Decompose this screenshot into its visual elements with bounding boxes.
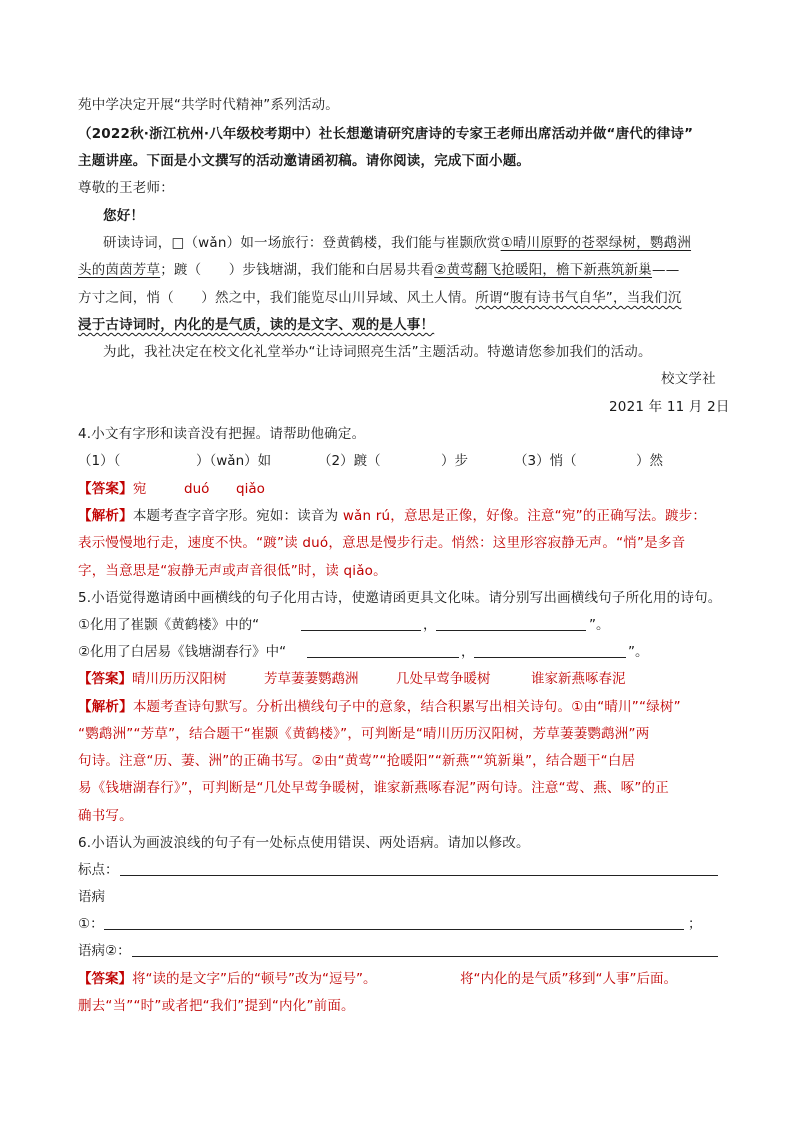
q4-analysis-line-2 <box>78 533 685 553</box>
q5-analysis-line-4: 易《钱塘湖春行》”，可判断是“几处早莺争暖树，谁家新燕啄春泥”两句诗。注意“莺、燕、啄”的正 <box>78 780 669 796</box>
analysis-tag: 【解析】 <box>78 508 133 524</box>
q5-analysis-l1-text: 本题考查诗句默写。分析出横线句子中的意象，结合积累写出相关诗句。①由“晴川”“绿树” <box>132 699 681 715</box>
q4-answer <box>78 479 147 499</box>
q6-grammar-1-end: ； <box>688 916 702 932</box>
q5-answer-4: 谁家新燕啄春泥 <box>531 671 626 687</box>
letter-date: 2021 年 11 月 2日 <box>609 399 730 415</box>
letter-p1-line-4 <box>78 315 434 335</box>
q5-analysis-line-3: 句诗。注意“历、萋、洲”的正确书写。②由“黄莺”“抢暖阳”“新燕”“筑新巢”，结合题干“白居 <box>78 753 636 769</box>
q5-answer-3: 几处早莺争暖树 <box>396 671 491 687</box>
q6-label-grammar-2: 语病②： <box>78 943 131 959</box>
q4-blank-3-open: （3）悄（ <box>514 453 577 469</box>
intro-line: 苑中学决定开展“共学时代精神”系列活动。 <box>78 97 339 113</box>
letter-signature: 校文学社 <box>661 371 716 387</box>
q6-label-grammar: 语病 <box>78 889 105 905</box>
q6-answer-2: 将“内化的是气质”移到“人事”后面。 <box>460 971 677 987</box>
q6-answer-line-1 <box>78 969 376 989</box>
q5-item-2-prefix: ②化用了白居易《钱塘湖春行》中“ <box>78 644 287 660</box>
q4-answer-2: duó <box>184 481 210 497</box>
q4-analysis-line-1 <box>78 506 706 526</box>
q4-blank-1-open: （1）（ <box>78 453 121 469</box>
letter-p1-l1-text: 研读诗词，□（wǎn）如一场旅行：登黄鹤楼，我们能与崔颢欣赏 <box>103 235 501 251</box>
q4-analysis-l2-red: duó，意思是慢步行走。悄然：这里形容寂静无声。“悄”是多音 <box>302 535 686 551</box>
q5-answer-1: 晴川历历汉阳树 <box>132 671 227 687</box>
wavy-sentence-b: 浸于古诗词时，内化的是气质，读的是文字、观的是人事！ <box>78 317 435 333</box>
q5-analysis-line-1 <box>78 697 681 717</box>
q4-answer-3: qiǎo <box>236 481 265 497</box>
q5-item-1-comma: ， <box>423 617 437 633</box>
q4-blank-2-open: （2）踱（ <box>318 453 381 469</box>
letter-p1-l2-text: ；踱（ ）步钱塘湖，我们能和白居易共看 <box>160 262 435 278</box>
q6-label-grammar-1: ①： <box>78 916 104 932</box>
q5-stem: 5.小语觉得邀请函中画横线的句子化用古诗，使邀请函更具文化味。请分别写出画横线句子所化用的诗句。 <box>78 590 722 606</box>
q5-item-1-blank-1[interactable] <box>301 630 421 631</box>
q5-answer-tag-wrap <box>78 669 227 689</box>
letter-p1-l2-dash: —— <box>652 262 680 278</box>
q5-item-2-blank-1[interactable] <box>307 657 459 658</box>
q4-blank-3-close: ）然 <box>636 453 663 469</box>
letter-p2: 为此，我社决定在校文化礼堂举办“让诗词照亮生活”主题活动。特邀请您参加我们的活动。 <box>103 344 652 360</box>
letter-p1-line-2 <box>78 260 679 280</box>
letter-greeting: 尊敬的王老师： <box>78 180 174 196</box>
q4-answer-1: 宛 <box>132 481 147 497</box>
underlined-sentence-1b: 头的茵茵芳草 <box>78 262 161 278</box>
analysis-tag: 【解析】 <box>78 699 133 715</box>
q5-analysis-line-2: “鹦鹉洲”“芳草”，结合题干“崔颢《黄鹤楼》”，可判断是“晴川历历汉阳树，芳草萋萋鹦鹉洲”两 <box>78 726 650 742</box>
letter-p1-line-3 <box>78 288 682 308</box>
underlined-sentence-2: ②黄莺翻飞抢暖阳，檐下新燕筑新巢 <box>434 262 653 278</box>
q4-stem: 4.小文有字形和读音没有把握。请帮助他确定。 <box>78 426 366 442</box>
q4-analysis-l1-red: wǎn rú，意思是正像，好像。注意“宛”的正确写法。踱步： <box>342 508 707 524</box>
letter-p1-line-1 <box>103 233 691 253</box>
q5-item-1-blank-2[interactable] <box>436 630 586 631</box>
q6-grammar-1-blank[interactable] <box>104 929 684 930</box>
wavy-sentence-a: 所谓“腹有诗书气自华”，当我们沉 <box>475 290 682 306</box>
underlined-sentence-1a: ①晴川原野的苍翠绿树，鹦鹉洲 <box>500 235 692 251</box>
q4-blank-2-close: ）步 <box>441 453 468 469</box>
q5-item-1-end: ”。 <box>589 617 610 633</box>
q6-stem: 6.小语认为画波浪线的句子有一处标点使用错误、两处语病。请加以修改。 <box>78 835 530 851</box>
letter-p1-l3-text: 方寸之间，悄（ ）然之中，我们能览尽山川异域、风土人情。 <box>78 290 476 306</box>
q6-answer-line-2: 删去“当”“时”或者把“我们”提到“内化”前面。 <box>78 998 355 1014</box>
q6-answer-1: 将“读的是文字”后的“顿号”改为“逗号”。 <box>132 971 377 987</box>
q4-analysis-line-3: 字，当意思是“寂静无声或声音很低”时，读 qiǎo。 <box>78 563 387 579</box>
q4-analysis-l2-text: 表示慢慢地行走，速度不快。“踱”读 <box>78 535 303 551</box>
q6-punctuation-blank[interactable] <box>120 875 718 876</box>
answer-tag: 【答案】 <box>78 481 133 497</box>
q6-grammar-2-blank[interactable] <box>132 956 718 957</box>
q5-analysis-line-5: 确书写。 <box>78 808 133 824</box>
q5-answer-2: 芳草萋萋鹦鹉洲 <box>264 671 359 687</box>
q6-label-punctuation: 标点： <box>78 862 119 878</box>
q5-item-2-end: ”。 <box>628 644 649 660</box>
letter-hello: 您好！ <box>103 208 145 224</box>
answer-tag: 【答案】 <box>78 971 132 987</box>
question-header-line-1: （2022秋·浙江杭州·八年级校考期中）社长想邀请研究唐诗的专家王老师出席活动并做“唐代的律诗” <box>78 126 694 142</box>
q4-analysis-l1-text: 本题考查字音字形。宛如：读音为 <box>132 508 343 524</box>
q5-item-2-comma: ， <box>461 644 475 660</box>
q5-item-2-blank-2[interactable] <box>474 657 626 658</box>
question-header-line-2: 主题讲座。下面是小文撰写的活动邀请函初稿。请你阅读，完成下面小题。 <box>78 153 531 169</box>
q4-blank-1-close: ）（wǎn）如 <box>196 453 272 469</box>
answer-tag: 【答案】 <box>78 671 132 687</box>
q5-item-1-prefix: ①化用了崔颢《黄鹤楼》中的“ <box>78 617 260 633</box>
